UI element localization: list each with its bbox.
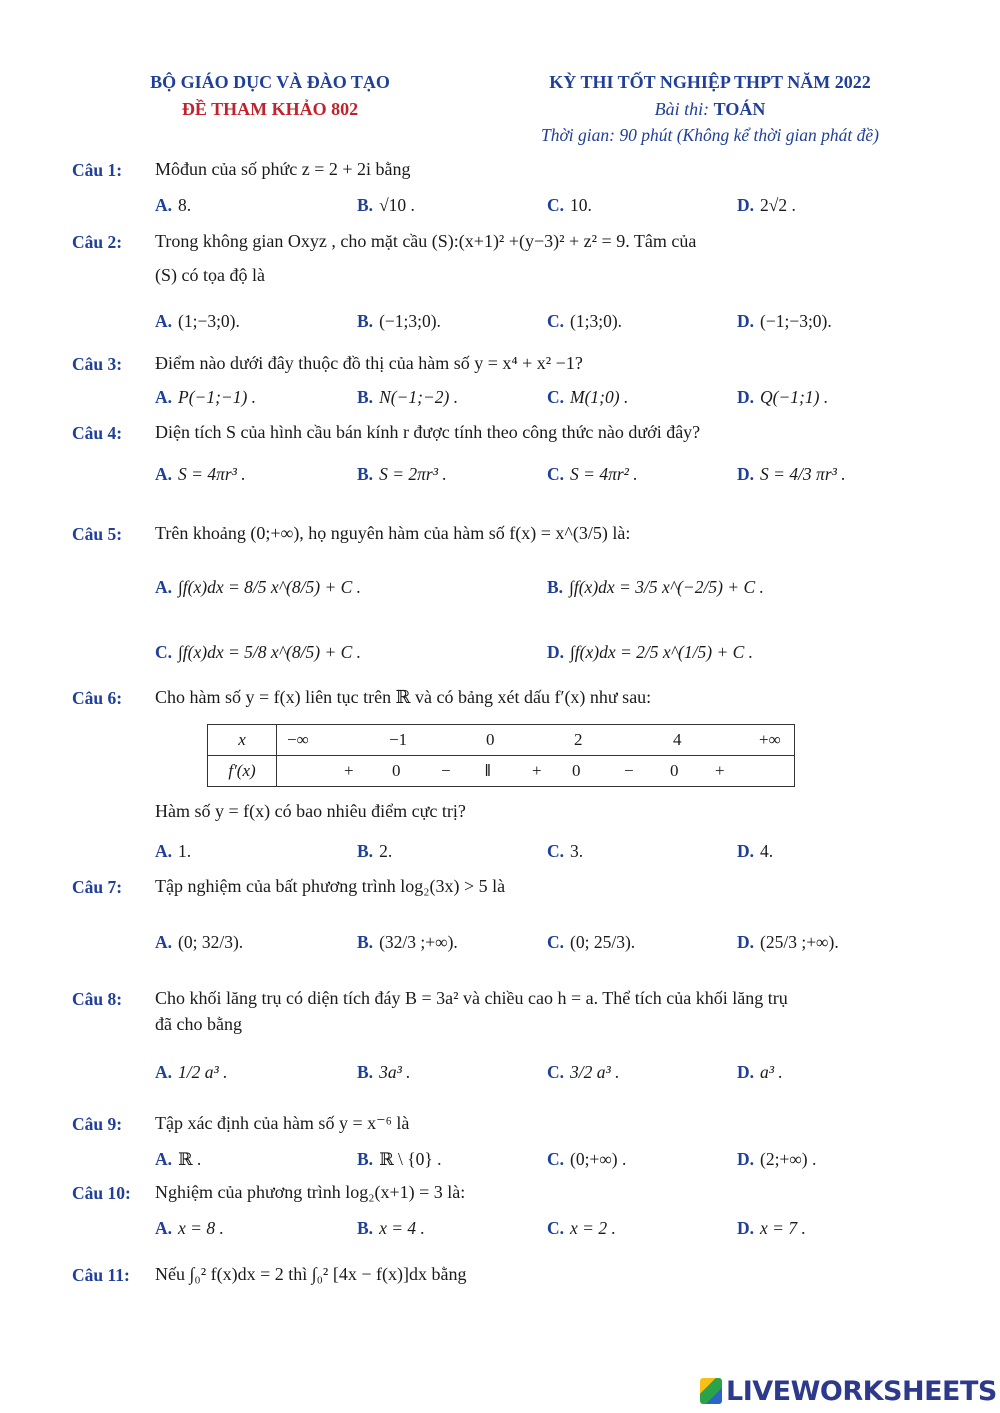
- option-a[interactable]: [155, 1149, 201, 1170]
- question-label: Câu 1:: [72, 160, 123, 180]
- option-text: S = 4πr² .: [570, 464, 638, 484]
- option-text: a³ .: [760, 1062, 783, 1082]
- option-b[interactable]: [357, 841, 392, 862]
- sign-value: 0: [670, 761, 679, 780]
- option-letter: A.: [155, 841, 173, 861]
- option-text: Q(−1;1) .: [760, 387, 829, 407]
- option-letter: A.: [155, 311, 173, 331]
- option-letter: B.: [357, 1062, 374, 1082]
- option-text: S = 4πr³ .: [178, 464, 246, 484]
- option-text: (1;−3;0).: [178, 311, 240, 331]
- option-text: 4.: [760, 841, 774, 861]
- option-b[interactable]: [357, 1149, 442, 1170]
- option-letter: D.: [737, 1149, 755, 1169]
- x-value: 2: [574, 730, 583, 749]
- sign-value: ‖: [485, 761, 491, 780]
- option-letter: B.: [547, 577, 564, 597]
- option-letter: B.: [357, 932, 374, 952]
- option-text: 1.: [178, 841, 192, 861]
- ministry-title: BỘ GIÁO DỤC VÀ ĐÀO TẠO: [150, 72, 390, 92]
- question-text: Điểm nào dưới đây thuộc đồ thị của hàm số y = x⁴ + x² −1?: [155, 353, 583, 373]
- option-d[interactable]: [547, 642, 753, 663]
- option-text: 10.: [570, 195, 592, 215]
- question-text-cont: đã cho bằng: [155, 1014, 242, 1034]
- option-b[interactable]: [547, 577, 764, 598]
- liveworksheets-logo: [700, 1376, 997, 1407]
- option-text: S = 4/3 πr³ .: [760, 464, 846, 484]
- question-text: Tập nghiệm của bất phương trình log₂(3x) > 5 là: [155, 876, 506, 896]
- option-letter: D.: [737, 195, 755, 215]
- option-c[interactable]: [155, 642, 361, 663]
- option-text: (32/3 ;+∞).: [379, 932, 458, 952]
- option-a[interactable]: [155, 841, 191, 862]
- option-text: x = 8 .: [178, 1218, 224, 1238]
- option-d[interactable]: [737, 311, 832, 332]
- option-letter: C.: [547, 841, 565, 861]
- question-text-cont: Hàm số y = f(x) có bao nhiêu điểm cực trị?: [155, 801, 466, 821]
- option-text: 8.: [178, 195, 192, 215]
- sign-value: 0: [392, 761, 401, 780]
- option-a[interactable]: [155, 464, 246, 485]
- option-letter: C.: [547, 387, 565, 407]
- option-letter: C.: [547, 311, 565, 331]
- option-c[interactable]: [547, 195, 592, 216]
- question-text: Cho khối lăng trụ có diện tích đáy B = 3a² và chiều cao h = a. Thể tích của khối lăng trụ: [155, 988, 788, 1008]
- option-b[interactable]: [357, 311, 441, 332]
- option-text: x = 7 .: [760, 1218, 806, 1238]
- option-text: ℝ .: [178, 1149, 202, 1169]
- x-value: 4: [673, 730, 682, 749]
- option-letter: B.: [357, 1149, 374, 1169]
- option-text: ∫f(x)dx = 3/5 x^(−2/5) + C .: [569, 577, 764, 597]
- option-d[interactable]: [737, 387, 828, 408]
- option-text: ℝ \ {0} .: [379, 1149, 442, 1169]
- logo-mark-icon: [700, 1378, 722, 1404]
- option-d[interactable]: [737, 841, 773, 862]
- sign-table-x-row: [277, 725, 795, 756]
- option-text: (0; 32/3).: [178, 932, 244, 952]
- sign-value: +: [532, 761, 542, 780]
- x-value: +∞: [759, 730, 781, 749]
- question-label: Câu 6:: [72, 688, 123, 708]
- option-letter: C.: [547, 932, 565, 952]
- question-label: Câu 2:: [72, 232, 123, 252]
- option-c[interactable]: [547, 311, 622, 332]
- option-letter: D.: [737, 464, 755, 484]
- option-text: (1;3;0).: [570, 311, 623, 331]
- option-letter: A.: [155, 464, 173, 484]
- option-a[interactable]: [155, 387, 256, 408]
- option-c[interactable]: [547, 841, 583, 862]
- question-label: Câu 4:: [72, 423, 123, 443]
- option-text: 1/2 a³ .: [178, 1062, 228, 1082]
- option-letter: C.: [547, 464, 565, 484]
- option-text: 3/2 a³ .: [570, 1062, 620, 1082]
- question-label: Câu 3:: [72, 354, 123, 374]
- option-letter: C.: [547, 195, 565, 215]
- sign-table: [207, 724, 795, 787]
- question-label: Câu 11:: [72, 1265, 130, 1285]
- question-label: Câu 9:: [72, 1114, 123, 1134]
- option-text: x = 2 .: [570, 1218, 616, 1238]
- question-text: Trên khoảng (0;+∞), họ nguyên hàm của hàm số f(x) = x^(3/5) là:: [155, 523, 631, 543]
- logo-text: LIVEWORKSHEETS: [726, 1376, 997, 1407]
- question-text: Diện tích S của hình cầu bán kính r được tính theo công thức nào dưới đây?: [155, 422, 701, 442]
- question-label: Câu 10:: [72, 1183, 131, 1203]
- option-b[interactable]: [357, 1062, 411, 1083]
- option-c[interactable]: [547, 1062, 620, 1083]
- option-b[interactable]: [357, 464, 447, 485]
- option-text: (2;+∞) .: [760, 1149, 817, 1169]
- option-letter: B.: [357, 841, 374, 861]
- sign-value: 0: [572, 761, 581, 780]
- subject-name: TOÁN: [713, 99, 766, 119]
- option-text: ∫f(x)dx = 5/8 x^(8/5) + C .: [178, 642, 362, 662]
- question-label: Câu 7:: [72, 877, 123, 897]
- option-text: 3.: [570, 841, 584, 861]
- option-text: ∫f(x)dx = 8/5 x^(8/5) + C .: [178, 577, 362, 597]
- option-letter: C.: [547, 1062, 565, 1082]
- question-text: Tập xác định của hàm số y = x⁻⁶ là: [155, 1113, 410, 1133]
- option-text: 3a³ .: [379, 1062, 411, 1082]
- option-letter: A.: [155, 195, 173, 215]
- option-b[interactable]: [357, 932, 458, 953]
- sign-value: +: [715, 761, 725, 780]
- option-letter: D.: [737, 311, 755, 331]
- exam-title: KỲ THI TỐT NGHIỆP THPT NĂM 2022: [549, 72, 871, 92]
- question-text: Nghiệm của phương trình log₂(x+1) = 3 là:: [155, 1182, 466, 1202]
- sign-value: −: [624, 761, 634, 780]
- option-d[interactable]: [737, 932, 839, 953]
- option-a[interactable]: [155, 1062, 228, 1083]
- option-d[interactable]: [737, 1149, 816, 1170]
- option-text: (−1;−3;0).: [760, 311, 832, 331]
- subject-prefix: Bài thi:: [654, 99, 710, 119]
- option-letter: B.: [357, 1218, 374, 1238]
- option-b[interactable]: [357, 387, 458, 408]
- option-a[interactable]: [155, 1218, 224, 1239]
- option-letter: A.: [155, 1062, 173, 1082]
- option-letter: D.: [737, 932, 755, 952]
- option-letter: D.: [737, 841, 755, 861]
- x-value: 0: [486, 730, 495, 749]
- option-text: P(−1;−1) .: [178, 387, 257, 407]
- x-value: −∞: [287, 730, 309, 749]
- option-letter: C.: [547, 1149, 565, 1169]
- option-letter: B.: [357, 464, 374, 484]
- option-letter: B.: [357, 195, 374, 215]
- option-letter: D.: [547, 642, 565, 662]
- sign-value: +: [344, 761, 354, 780]
- option-d[interactable]: [737, 1218, 806, 1239]
- option-text: 2.: [379, 841, 393, 861]
- question-text: Nếu ∫₀² f(x)dx = 2 thì ∫₀² [4x − f(x)]dx bằng: [155, 1264, 467, 1284]
- option-a[interactable]: [155, 932, 243, 953]
- exam-code: ĐỀ THAM KHẢO 802: [181, 99, 359, 119]
- option-text: (−1;3;0).: [379, 311, 441, 331]
- option-text: (0;+∞) .: [570, 1149, 627, 1169]
- option-letter: A.: [155, 387, 173, 407]
- subject-line: [500, 99, 920, 120]
- option-c[interactable]: [547, 1218, 616, 1239]
- option-text: S = 2πr³ .: [379, 464, 447, 484]
- option-c[interactable]: [547, 932, 635, 953]
- option-letter: A.: [155, 577, 173, 597]
- option-letter: B.: [357, 311, 374, 331]
- option-letter: D.: [737, 1062, 755, 1082]
- question-text: Môđun của số phức z = 2 + 2i bằng: [155, 159, 411, 179]
- option-letter: D.: [737, 387, 755, 407]
- question-label: Câu 8:: [72, 989, 123, 1009]
- option-text: M(1;0) .: [570, 387, 629, 407]
- option-d[interactable]: [737, 464, 846, 485]
- option-letter: C.: [155, 642, 173, 662]
- option-text: (25/3 ;+∞).: [760, 932, 839, 952]
- option-letter: C.: [547, 1218, 565, 1238]
- option-text: √10 .: [379, 195, 415, 215]
- question-label: Câu 5:: [72, 524, 123, 544]
- option-text: ∫f(x)dx = 2/5 x^(1/5) + C .: [570, 642, 754, 662]
- option-letter: B.: [357, 387, 374, 407]
- option-b[interactable]: [357, 195, 415, 216]
- sign-table-sign-row: [277, 756, 795, 787]
- option-text: N(−1;−2) .: [379, 387, 459, 407]
- option-text: 2√2 .: [760, 195, 796, 215]
- option-text: x = 4 .: [379, 1218, 425, 1238]
- question-text-cont: (S) có tọa độ là: [155, 265, 265, 285]
- option-letter: A.: [155, 932, 173, 952]
- option-b[interactable]: [357, 1218, 425, 1239]
- option-a[interactable]: [155, 577, 361, 598]
- sign-table-fprime-label: f′(x): [208, 756, 277, 787]
- option-a[interactable]: [155, 311, 240, 332]
- question-text: Trong không gian Oxyz , cho mặt cầu (S):(x+1)² +(y−3)² + z² = 9. Tâm của: [155, 231, 697, 251]
- option-letter: A.: [155, 1149, 173, 1169]
- option-d[interactable]: [737, 1062, 783, 1083]
- option-c[interactable]: [547, 387, 628, 408]
- option-c[interactable]: [547, 464, 638, 485]
- option-d[interactable]: [737, 195, 796, 216]
- x-value: −1: [389, 730, 408, 749]
- option-c[interactable]: [547, 1149, 626, 1170]
- option-text: (0; 25/3).: [570, 932, 636, 952]
- sign-table-x-label: x: [208, 725, 277, 756]
- option-letter: D.: [737, 1218, 755, 1238]
- sign-value: −: [441, 761, 451, 780]
- exam-duration: Thời gian: 90 phút (Không kể thời gian phát đề): [540, 125, 880, 145]
- question-text: Cho hàm số y = f(x) liên tục trên ℝ và có bảng xét dấu f′(x) như sau:: [155, 687, 652, 707]
- option-a[interactable]: [155, 195, 191, 216]
- option-letter: A.: [155, 1218, 173, 1238]
